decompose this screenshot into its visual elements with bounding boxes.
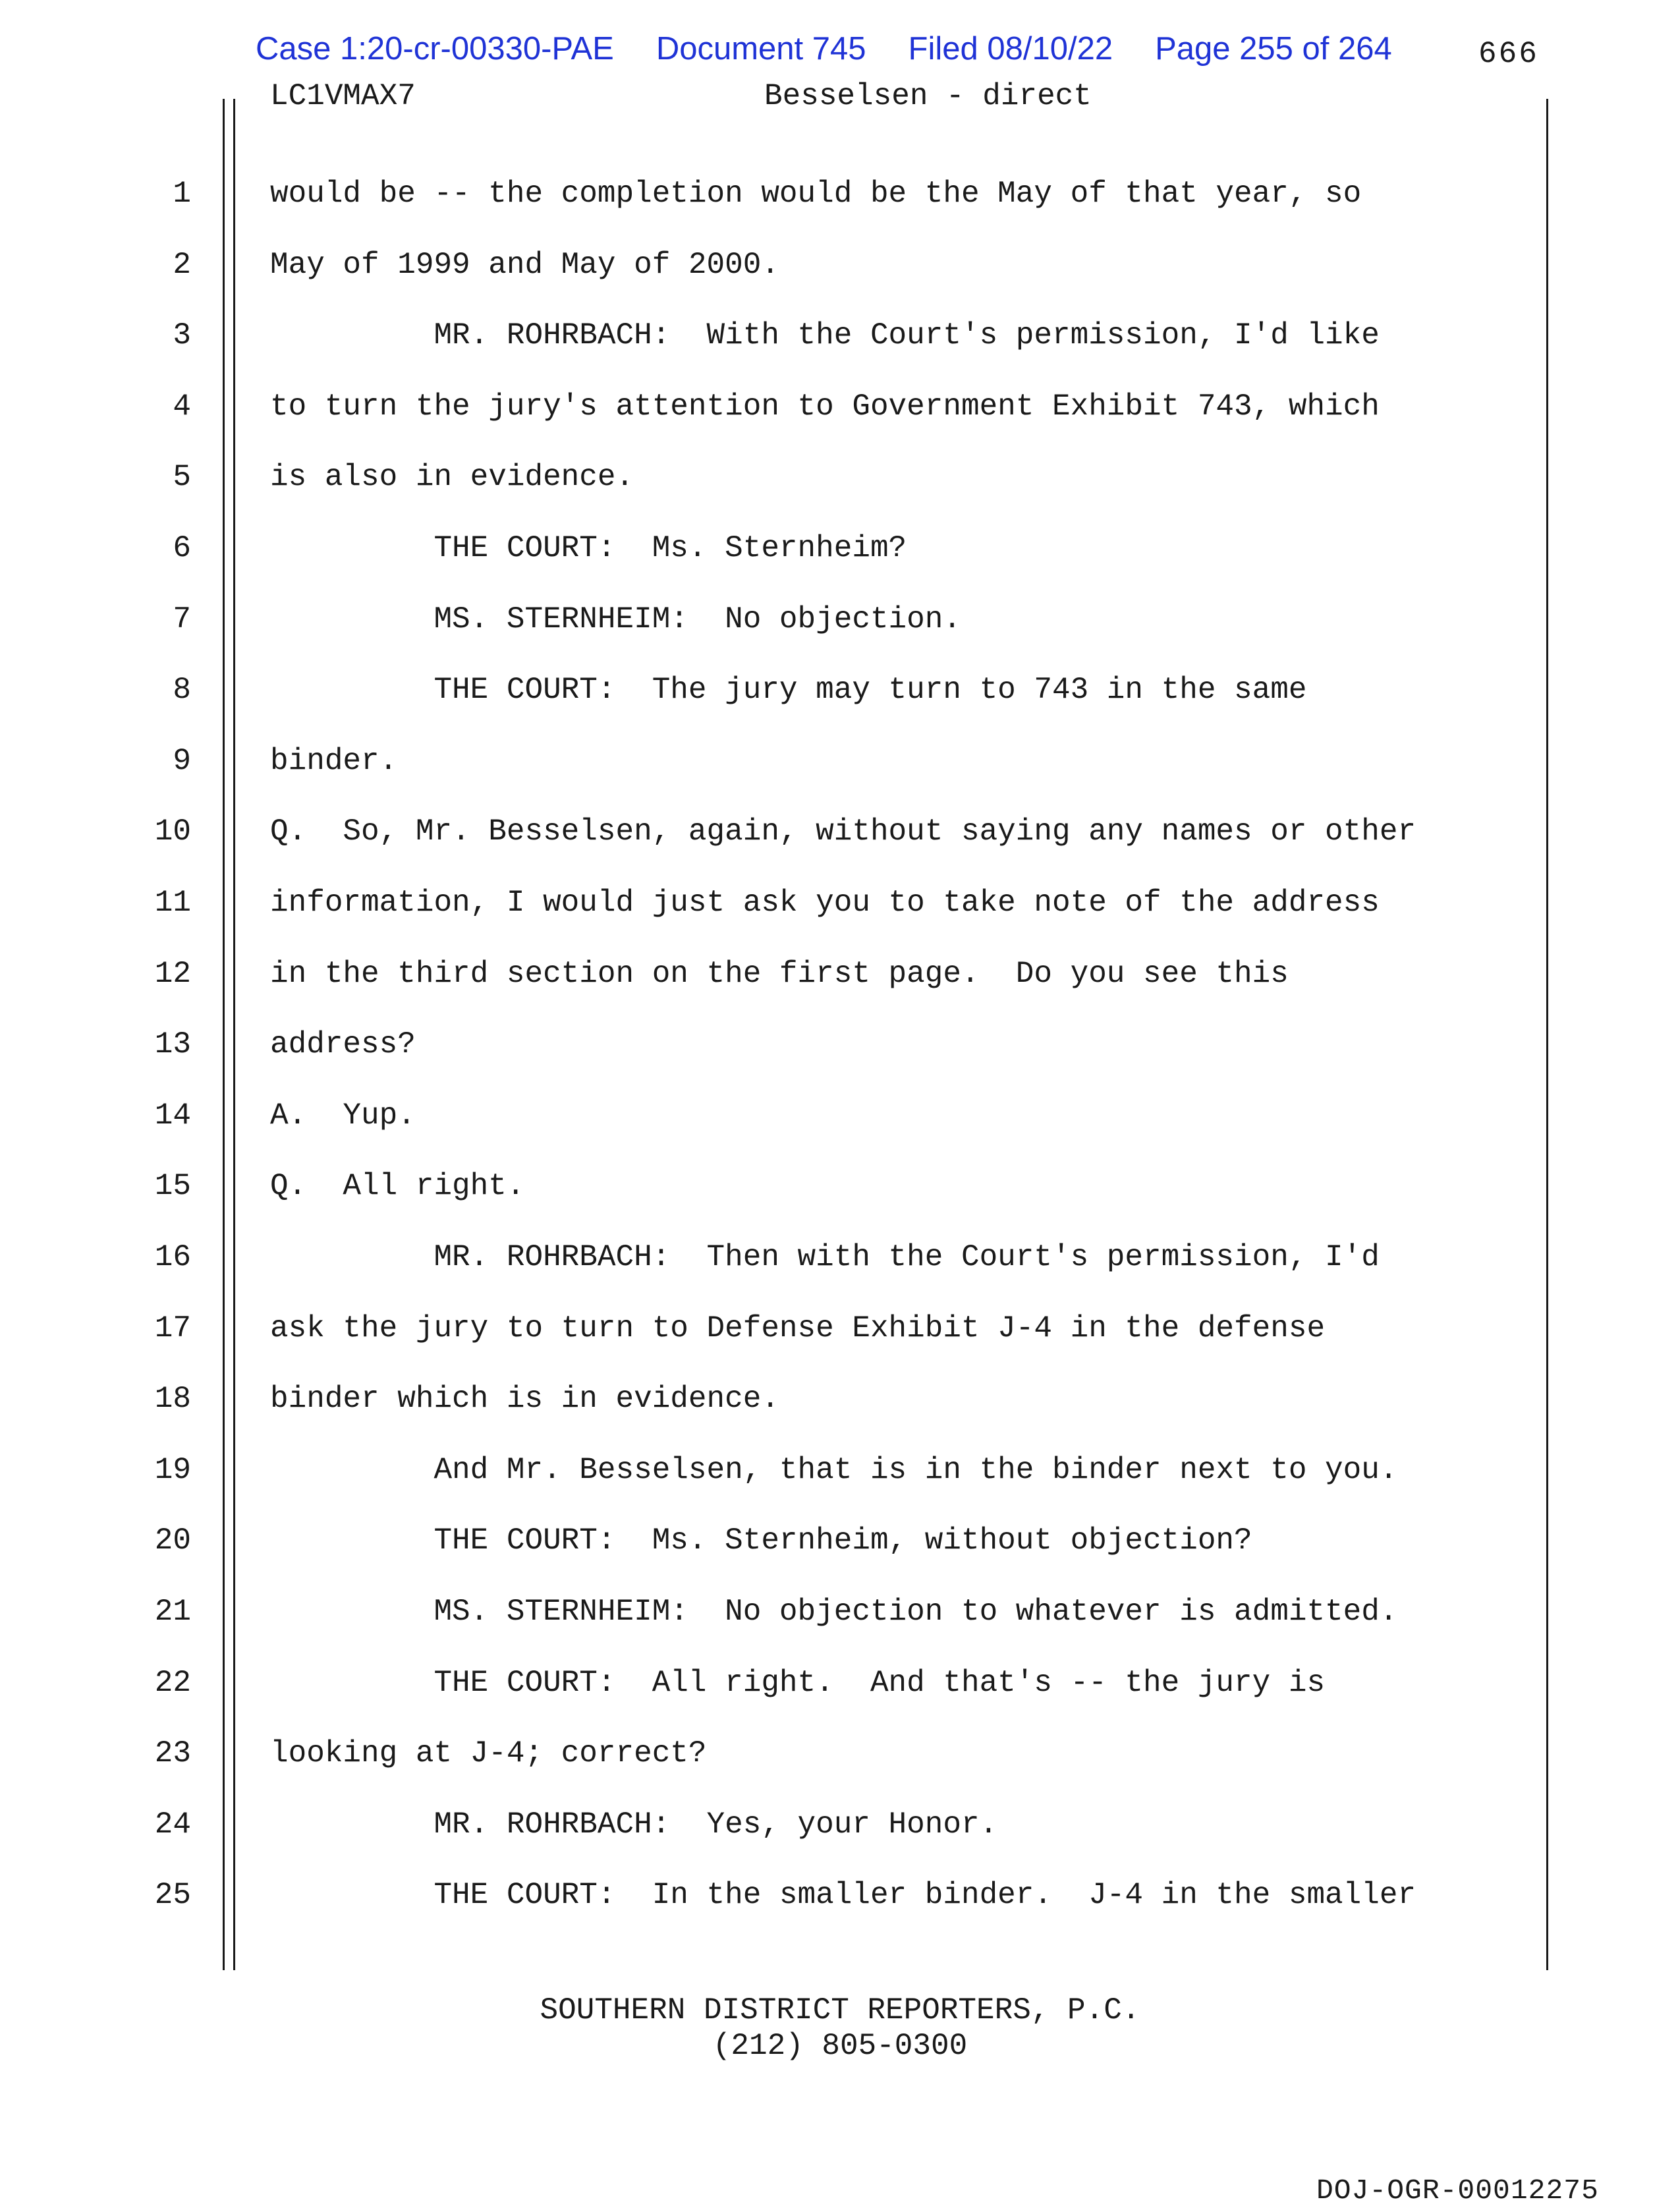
line-text: Q. All right. bbox=[270, 1169, 525, 1203]
transcript-line bbox=[0, 1595, 1680, 1634]
witness-examination-header: Besselsen - direct bbox=[764, 79, 1092, 113]
line-number: 16 bbox=[154, 1240, 191, 1274]
line-text: information, I would just ask you to take note of the address bbox=[270, 886, 1380, 920]
filed-date: Filed 08/10/22 bbox=[908, 31, 1113, 67]
transcript-line bbox=[0, 531, 1680, 571]
transcript-line bbox=[0, 744, 1680, 783]
line-text: THE COURT: In the smaller binder. J-4 in the smaller bbox=[270, 1878, 1416, 1912]
line-number: 10 bbox=[154, 814, 191, 849]
line-number: 20 bbox=[154, 1523, 191, 1558]
line-text: in the third section on the first page. Do you see this bbox=[270, 957, 1289, 991]
line-number: 19 bbox=[154, 1453, 191, 1487]
transcript-line bbox=[0, 1098, 1680, 1138]
transcript-line bbox=[0, 1878, 1680, 1917]
line-text: MR. ROHRBACH: Yes, your Honor. bbox=[270, 1807, 998, 1842]
transcript-line bbox=[0, 1169, 1680, 1208]
line-number: 11 bbox=[154, 886, 191, 920]
transcript-line bbox=[0, 602, 1680, 642]
court-filing-stamp bbox=[256, 30, 1434, 67]
transcript-line bbox=[0, 460, 1680, 499]
line-text: binder. bbox=[270, 744, 398, 778]
transcript-line bbox=[0, 886, 1680, 925]
transcript-line bbox=[0, 1027, 1680, 1067]
line-number: 17 bbox=[154, 1311, 191, 1346]
transcript-line bbox=[0, 177, 1680, 216]
transcript-line bbox=[0, 1736, 1680, 1776]
line-number: 2 bbox=[173, 248, 191, 282]
transcript-line bbox=[0, 1382, 1680, 1421]
transcript-page-number: 666 bbox=[1478, 37, 1539, 71]
line-number: 12 bbox=[154, 957, 191, 991]
line-text: binder which is in evidence. bbox=[270, 1382, 779, 1416]
line-text: MS. STERNHEIM: No objection to whatever is admitted. bbox=[270, 1595, 1398, 1629]
line-number: 13 bbox=[154, 1027, 191, 1062]
line-text: to turn the jury's attention to Government Exhibit 743, which bbox=[270, 389, 1380, 424]
line-number: 14 bbox=[154, 1098, 191, 1133]
line-text: MS. STERNHEIM: No objection. bbox=[270, 602, 961, 637]
transcript-line bbox=[0, 814, 1680, 854]
line-text: THE COURT: Ms. Sternheim, without objection? bbox=[270, 1523, 1252, 1558]
line-number: 1 bbox=[173, 177, 191, 211]
line-text: May of 1999 and May of 2000. bbox=[270, 248, 779, 282]
transcript-line bbox=[0, 1240, 1680, 1280]
transcript-line bbox=[0, 673, 1680, 712]
line-number: 4 bbox=[173, 389, 191, 424]
transcript-line bbox=[0, 1523, 1680, 1563]
line-number: 15 bbox=[154, 1169, 191, 1203]
bates-number: DOJ-OGR-00012275 bbox=[1316, 2174, 1599, 2207]
line-text: address? bbox=[270, 1027, 416, 1062]
line-text: A. Yup. bbox=[270, 1098, 416, 1133]
transcript-id: LC1VMAX7 bbox=[270, 79, 416, 113]
line-text: ask the jury to turn to Defense Exhibit J-4 in the defense bbox=[270, 1311, 1326, 1346]
line-number: 5 bbox=[173, 460, 191, 494]
reporter-name: SOUTHERN DISTRICT REPORTERS, P.C. bbox=[540, 1993, 1140, 2028]
transcript-line bbox=[0, 248, 1680, 287]
line-text: would be -- the completion would be the May of that year, so bbox=[270, 177, 1362, 211]
line-text: MR. ROHRBACH: With the Court's permission, I'd like bbox=[270, 318, 1380, 353]
line-number: 22 bbox=[154, 1666, 191, 1700]
line-number: 24 bbox=[154, 1807, 191, 1842]
line-number: 8 bbox=[173, 673, 191, 707]
line-text: And Mr. Besselsen, that is in the binder next to you. bbox=[270, 1453, 1398, 1487]
line-text: Q. So, Mr. Besselsen, again, without saying any names or other bbox=[270, 814, 1416, 849]
transcript-line bbox=[0, 1666, 1680, 1705]
line-number: 21 bbox=[154, 1595, 191, 1629]
page-of-total: Page 255 of 264 bbox=[1155, 31, 1392, 67]
transcript-line bbox=[0, 318, 1680, 358]
line-number: 18 bbox=[154, 1382, 191, 1416]
line-number: 3 bbox=[173, 318, 191, 353]
line-text: MR. ROHRBACH: Then with the Court's permission, I'd bbox=[270, 1240, 1380, 1274]
line-text: THE COURT: The jury may turn to 743 in the same bbox=[270, 673, 1307, 707]
transcript-line bbox=[0, 1311, 1680, 1351]
transcript-line bbox=[0, 957, 1680, 996]
line-number: 6 bbox=[173, 531, 191, 565]
line-text: is also in evidence. bbox=[270, 460, 634, 494]
line-number: 25 bbox=[154, 1878, 191, 1912]
document-number: Document 745 bbox=[656, 31, 866, 67]
line-text: looking at J-4; correct? bbox=[270, 1736, 707, 1771]
reporter-phone: (212) 805-0300 bbox=[712, 2029, 968, 2063]
line-number: 7 bbox=[173, 602, 191, 637]
line-text: THE COURT: Ms. Sternheim? bbox=[270, 531, 907, 565]
transcript-line bbox=[0, 1453, 1680, 1492]
line-number: 9 bbox=[173, 744, 191, 778]
transcript-line bbox=[0, 1807, 1680, 1847]
line-text: THE COURT: All right. And that's -- the jury is bbox=[270, 1666, 1326, 1700]
case-number: Case 1:20-cr-00330-PAE bbox=[256, 31, 614, 67]
line-number: 23 bbox=[154, 1736, 191, 1771]
transcript-line bbox=[0, 389, 1680, 429]
